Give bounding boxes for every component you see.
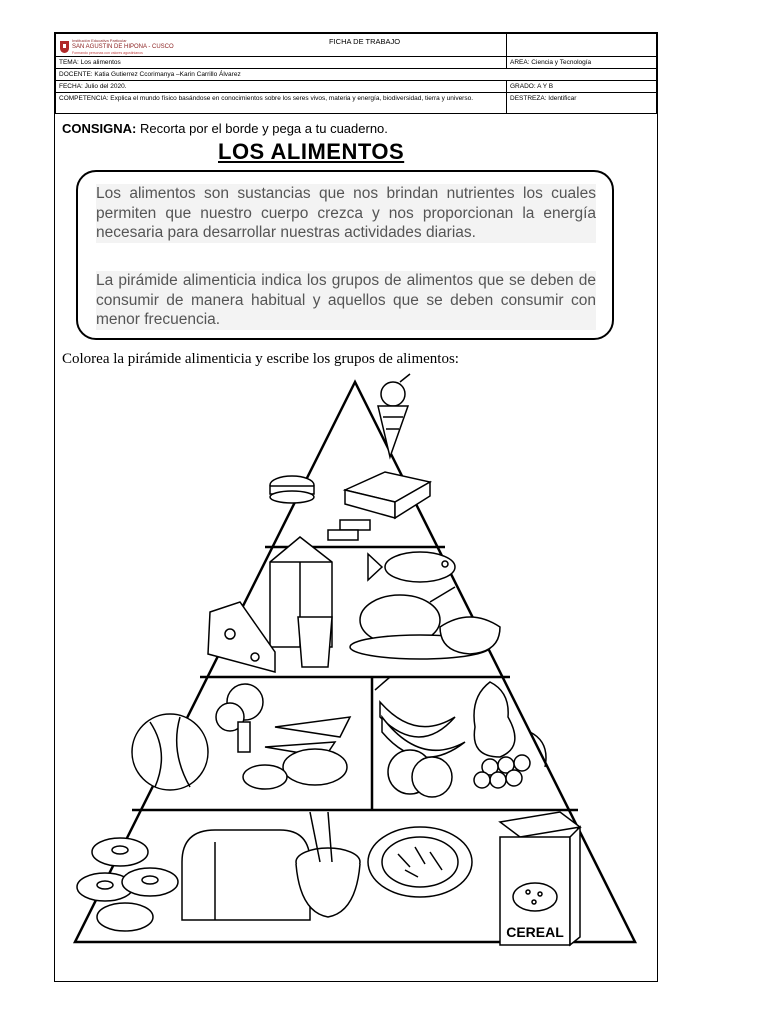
consigna-label: CONSIGNA: <box>62 121 137 136</box>
rice-bowl-icon <box>296 812 360 917</box>
bread-icon <box>182 830 310 920</box>
broccoli-icon <box>216 684 263 752</box>
school-logo <box>60 38 174 56</box>
info-box <box>76 170 614 340</box>
butter-stick-icon <box>328 520 370 540</box>
competencia-field: COMPETENCIA: Explica el mundo físico basándose en conocimientos sobre los seres vivos, materia y energía, biodiversidad, tierra y universo. <box>56 93 507 114</box>
docente-field: DOCENTE: Katia Gutierrez Ccorimanya –Karin Carrillo Álvarez <box>56 69 657 81</box>
destreza-field: DESTREZA: Identificar <box>507 93 657 114</box>
info-paragraph-1: Los alimentos son sustancias que nos brindan nutrientes los cuales permiten que nuestro cuerpo crezca y nos proporcionan la energía necesaria para desarrollar nuestras actividades diarias. <box>96 185 596 241</box>
potato-icon <box>243 749 347 789</box>
apple-icon <box>388 750 452 797</box>
school-name: SAN AGUSTIN DE HIPONA - CUSCO <box>72 44 174 50</box>
fish-icon <box>368 552 455 582</box>
fecha-field: FECHA: Julio del 2020. <box>56 81 507 93</box>
burger-icon <box>270 476 314 503</box>
pasta-plate-icon <box>368 827 472 897</box>
shield-icon <box>60 41 69 53</box>
instruction: Colorea la pirámide alimenticia y escribe los grupos de alimentos: <box>62 351 459 367</box>
glass-icon <box>298 617 332 667</box>
sheet-title: FICHA DE TRABAJO <box>329 37 401 46</box>
grado-field: GRADO: A Y B <box>507 81 657 93</box>
donuts-icon <box>77 838 178 931</box>
consigna-text: Recorta por el borde y pega a tu cuaderno. <box>136 121 388 136</box>
banana-icon <box>375 677 465 757</box>
tema-field: TEMA: Los alimentos <box>56 57 507 69</box>
lettuce-icon <box>132 714 208 790</box>
steak-icon <box>440 617 500 654</box>
logo-cell <box>56 34 507 57</box>
cheese-icon <box>208 602 275 672</box>
info-paragraph-2: La pirámide alimenticia indica los grupos de alimentos que se deben de consumir de manera habitual y aquellos que se deben consumir con menor frecuencia. <box>96 272 596 328</box>
ice-cream-icon <box>378 374 410 457</box>
pear-icon <box>474 682 515 757</box>
consigna <box>62 121 388 136</box>
butter-icon <box>345 472 430 518</box>
food-pyramid <box>70 372 640 947</box>
area-field: AREA: Ciencia y Tecnología <box>507 57 657 69</box>
page-title: LOS ALIMENTOS <box>218 139 405 164</box>
school-line3: Formando personas con valores agustinianos <box>72 51 143 55</box>
cereal-label: CEREAL <box>506 924 564 940</box>
school-line1: Institución Educativa Particular <box>72 38 127 43</box>
header-table <box>55 33 657 114</box>
